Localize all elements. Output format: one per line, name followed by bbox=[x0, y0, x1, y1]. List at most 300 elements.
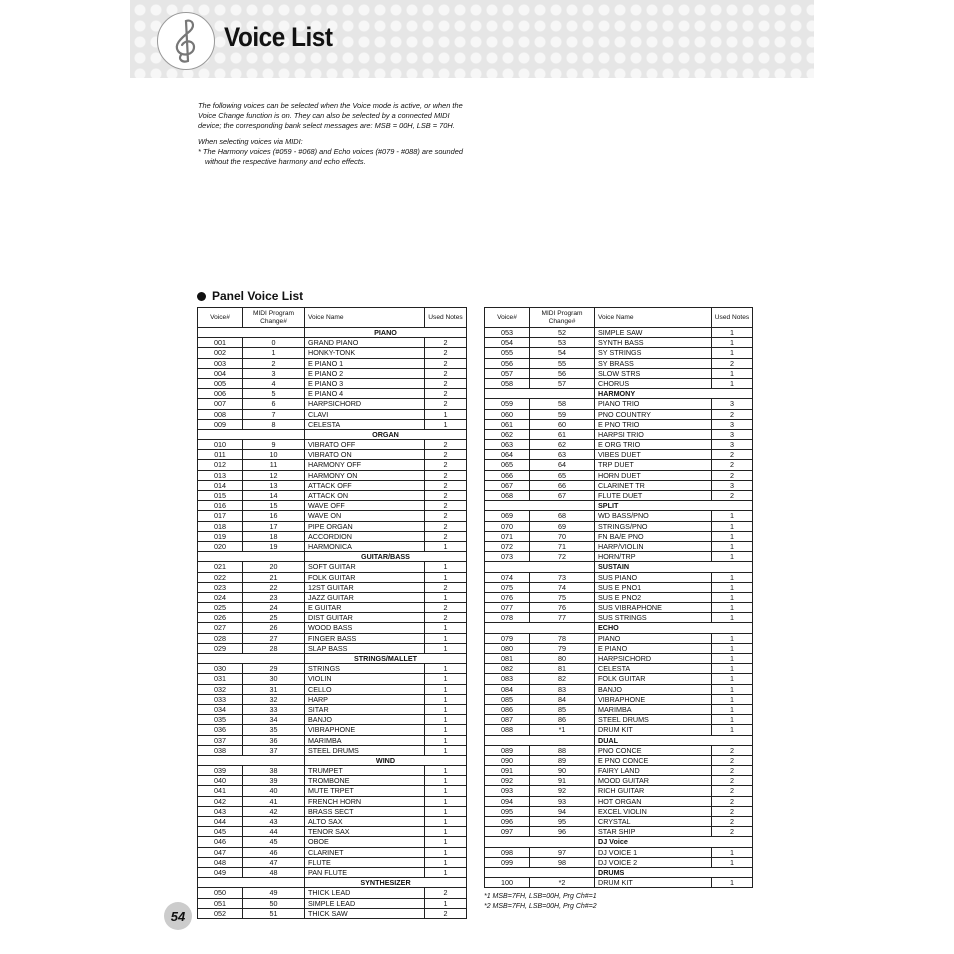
voice-name: DRUM KIT bbox=[595, 725, 712, 735]
midi-program: 20 bbox=[243, 562, 305, 572]
voice-number: 055 bbox=[485, 348, 530, 358]
voice-name: E PIANO 2 bbox=[305, 368, 425, 378]
voice-name: SUS PIANO bbox=[595, 572, 712, 582]
voice-name: CLARINET TR bbox=[595, 480, 712, 490]
table-row bbox=[485, 776, 753, 786]
midi-program: 57 bbox=[530, 378, 595, 388]
table-row bbox=[198, 572, 467, 582]
used-notes: 1 bbox=[712, 338, 753, 348]
voice-name: CLAVI bbox=[305, 409, 425, 419]
table-row bbox=[485, 796, 753, 806]
voice-name: CELESTA bbox=[595, 664, 712, 674]
used-notes: 1 bbox=[425, 766, 467, 776]
voice-name: EXCEL VIOLIN bbox=[595, 806, 712, 816]
voice-number: 087 bbox=[485, 715, 530, 725]
voice-name: ATTACK ON bbox=[305, 491, 425, 501]
voice-number: 035 bbox=[198, 715, 243, 725]
voice-number: 038 bbox=[198, 745, 243, 755]
used-notes: 2 bbox=[712, 776, 753, 786]
table-row bbox=[198, 582, 467, 592]
used-notes: 1 bbox=[712, 348, 753, 358]
voice-name: HARPSI TRIO bbox=[595, 429, 712, 439]
midi-program: 90 bbox=[530, 766, 595, 776]
midi-program: 56 bbox=[530, 368, 595, 378]
table-row bbox=[198, 684, 467, 694]
used-notes: 1 bbox=[712, 725, 753, 735]
midi-program: 97 bbox=[530, 847, 595, 857]
voice-name: ALTO SAX bbox=[305, 817, 425, 827]
voice-number: 082 bbox=[485, 664, 530, 674]
voice-number: 053 bbox=[485, 328, 530, 338]
midi-program: 49 bbox=[243, 888, 305, 898]
table-row bbox=[485, 429, 753, 439]
midi-program: 21 bbox=[243, 572, 305, 582]
voice-number: 050 bbox=[198, 888, 243, 898]
voice-name: ACCORDION bbox=[305, 531, 425, 541]
table-row bbox=[485, 715, 753, 725]
table-row bbox=[198, 867, 467, 877]
used-notes: 1 bbox=[425, 409, 467, 419]
used-notes: 1 bbox=[425, 827, 467, 837]
voice-number: 090 bbox=[485, 755, 530, 765]
voice-number: 009 bbox=[198, 419, 243, 429]
intro-paragraph: The following voices can be selected when the Voice mode is active, or when the Voice Change function is on. They can also be selected by a connected MIDI device; the corresponding bank select messages are: MSB = 00H, LSB = 70H. bbox=[198, 101, 463, 130]
voice-number: 029 bbox=[198, 643, 243, 653]
voice-name: HONKY-TONK bbox=[305, 348, 425, 358]
midi-program: 73 bbox=[530, 572, 595, 582]
midi-program: 65 bbox=[530, 470, 595, 480]
used-notes: 1 bbox=[425, 806, 467, 816]
table-body bbox=[198, 328, 467, 919]
category-row bbox=[198, 755, 467, 765]
table-row bbox=[198, 664, 467, 674]
table-row bbox=[198, 440, 467, 450]
voice-number: 046 bbox=[198, 837, 243, 847]
used-notes: 1 bbox=[425, 623, 467, 633]
voice-name: FLUTE bbox=[305, 857, 425, 867]
category-row bbox=[485, 501, 753, 511]
midi-program: 77 bbox=[530, 613, 595, 623]
table-row bbox=[198, 776, 467, 786]
voice-number: 014 bbox=[198, 480, 243, 490]
midi-program: 7 bbox=[243, 409, 305, 419]
used-notes: 1 bbox=[425, 419, 467, 429]
table-row bbox=[485, 338, 753, 348]
table-row bbox=[198, 623, 467, 633]
midi-program: 4 bbox=[243, 378, 305, 388]
category-spacer bbox=[198, 755, 305, 765]
table-row bbox=[198, 409, 467, 419]
midi-program: 48 bbox=[243, 867, 305, 877]
table-row bbox=[485, 684, 753, 694]
voice-name: 12ST GUITAR bbox=[305, 582, 425, 592]
table-row bbox=[198, 725, 467, 735]
category-spacer bbox=[485, 562, 595, 572]
voice-name: E PIANO 3 bbox=[305, 378, 425, 388]
voice-name: GRAND PIANO bbox=[305, 338, 425, 348]
midi-program: 88 bbox=[530, 745, 595, 755]
used-notes: 1 bbox=[712, 878, 753, 888]
category-label: WIND bbox=[305, 755, 467, 765]
voice-name: VIBRATO OFF bbox=[305, 440, 425, 450]
used-notes: 1 bbox=[712, 664, 753, 674]
used-notes: 2 bbox=[712, 817, 753, 827]
table-row bbox=[198, 898, 467, 908]
used-notes: 1 bbox=[425, 898, 467, 908]
table-row bbox=[198, 603, 467, 613]
category-row bbox=[485, 837, 753, 847]
voice-name: BRASS SECT bbox=[305, 806, 425, 816]
voice-number: 006 bbox=[198, 389, 243, 399]
midi-program: 79 bbox=[530, 643, 595, 653]
used-notes: 2 bbox=[425, 399, 467, 409]
table-row bbox=[485, 745, 753, 755]
voice-name: E PIANO 1 bbox=[305, 358, 425, 368]
used-notes: 2 bbox=[425, 908, 467, 918]
voice-name: HARPSICHORD bbox=[595, 654, 712, 664]
table-row bbox=[198, 450, 467, 460]
midi-program: 29 bbox=[243, 664, 305, 674]
midi-program: 18 bbox=[243, 531, 305, 541]
used-notes: 1 bbox=[712, 633, 753, 643]
voice-name: HOT ORGAN bbox=[595, 796, 712, 806]
voice-name: SLOW STRS bbox=[595, 368, 712, 378]
used-notes: 1 bbox=[425, 704, 467, 714]
midi-program: 12 bbox=[243, 470, 305, 480]
voice-table-left bbox=[197, 307, 467, 919]
voice-number: 051 bbox=[198, 898, 243, 908]
midi-program: 17 bbox=[243, 521, 305, 531]
voice-name: CHORUS bbox=[595, 378, 712, 388]
table-row bbox=[198, 358, 467, 368]
voice-number: 058 bbox=[485, 378, 530, 388]
table-row bbox=[485, 827, 753, 837]
voice-name: DJ VOICE 2 bbox=[595, 857, 712, 867]
table-row bbox=[485, 592, 753, 602]
used-notes: 1 bbox=[712, 511, 753, 521]
col-header-voice: Voice# bbox=[485, 308, 530, 328]
intro-text bbox=[198, 101, 474, 167]
voice-number: 037 bbox=[198, 735, 243, 745]
voice-name: CRYSTAL bbox=[595, 817, 712, 827]
midi-program: 33 bbox=[243, 704, 305, 714]
table-row bbox=[198, 592, 467, 602]
used-notes: 1 bbox=[425, 572, 467, 582]
voice-name: MOOD GUITAR bbox=[595, 776, 712, 786]
midi-program: 22 bbox=[243, 582, 305, 592]
midi-program: 47 bbox=[243, 857, 305, 867]
category-label: HARMONY bbox=[595, 389, 753, 399]
voice-number: 065 bbox=[485, 460, 530, 470]
midi-program: 31 bbox=[243, 684, 305, 694]
col-header-voice: Voice# bbox=[198, 308, 243, 328]
used-notes: 2 bbox=[712, 827, 753, 837]
table-row bbox=[198, 511, 467, 521]
table-row bbox=[198, 389, 467, 399]
voice-number: 062 bbox=[485, 429, 530, 439]
voice-name: E PIANO bbox=[595, 643, 712, 653]
table-row bbox=[198, 480, 467, 490]
category-spacer bbox=[485, 735, 595, 745]
voice-number: 085 bbox=[485, 694, 530, 704]
voice-name: TRUMPET bbox=[305, 766, 425, 776]
midi-program: 26 bbox=[243, 623, 305, 633]
table-body bbox=[485, 328, 753, 888]
used-notes: 2 bbox=[425, 521, 467, 531]
voice-name: SUS E PNO1 bbox=[595, 582, 712, 592]
category-row bbox=[485, 867, 753, 877]
used-notes: 1 bbox=[425, 796, 467, 806]
voice-number: 005 bbox=[198, 378, 243, 388]
category-label: ECHO bbox=[595, 623, 753, 633]
used-notes: 2 bbox=[425, 491, 467, 501]
used-notes: 3 bbox=[712, 399, 753, 409]
voice-number: 031 bbox=[198, 674, 243, 684]
voice-name: MARIMBA bbox=[595, 704, 712, 714]
table-row bbox=[198, 704, 467, 714]
voice-number: 020 bbox=[198, 541, 243, 551]
voice-number: 066 bbox=[485, 470, 530, 480]
voice-name: SIMPLE LEAD bbox=[305, 898, 425, 908]
midi-program: 54 bbox=[530, 348, 595, 358]
midi-program: 62 bbox=[530, 440, 595, 450]
midi-program: 36 bbox=[243, 735, 305, 745]
voice-number: 008 bbox=[198, 409, 243, 419]
voice-number: 067 bbox=[485, 480, 530, 490]
table-row bbox=[485, 755, 753, 765]
voice-name: DJ VOICE 1 bbox=[595, 847, 712, 857]
table-row bbox=[198, 378, 467, 388]
category-spacer bbox=[198, 328, 305, 338]
voice-number: 023 bbox=[198, 582, 243, 592]
voice-name: SUS STRINGS bbox=[595, 613, 712, 623]
voice-number: 044 bbox=[198, 817, 243, 827]
voice-number: 070 bbox=[485, 521, 530, 531]
voice-number: 064 bbox=[485, 450, 530, 460]
midi-program: 68 bbox=[530, 511, 595, 521]
used-notes: 1 bbox=[712, 603, 753, 613]
voice-number: 084 bbox=[485, 684, 530, 694]
voice-name: MUTE TRPET bbox=[305, 786, 425, 796]
footnotes bbox=[484, 892, 597, 912]
category-row bbox=[485, 735, 753, 745]
voice-name: PIANO TRIO bbox=[595, 399, 712, 409]
midi-program: 35 bbox=[243, 725, 305, 735]
used-notes: 1 bbox=[425, 592, 467, 602]
category-label: DRUMS bbox=[595, 867, 753, 877]
used-notes: 1 bbox=[712, 674, 753, 684]
voice-number: 083 bbox=[485, 674, 530, 684]
table-row bbox=[485, 674, 753, 684]
used-notes: 2 bbox=[425, 450, 467, 460]
used-notes: 1 bbox=[712, 582, 753, 592]
voice-name: SITAR bbox=[305, 704, 425, 714]
used-notes: 2 bbox=[425, 338, 467, 348]
voice-name: STEEL DRUMS bbox=[595, 715, 712, 725]
used-notes: 2 bbox=[712, 766, 753, 776]
table-row bbox=[485, 817, 753, 827]
voice-number: 012 bbox=[198, 460, 243, 470]
midi-program: 89 bbox=[530, 755, 595, 765]
voice-number: 074 bbox=[485, 572, 530, 582]
table-row bbox=[485, 460, 753, 470]
used-notes: 2 bbox=[425, 460, 467, 470]
voice-number: 093 bbox=[485, 786, 530, 796]
used-notes: 2 bbox=[425, 888, 467, 898]
midi-program: 67 bbox=[530, 491, 595, 501]
midi-program: 0 bbox=[243, 338, 305, 348]
voice-number: 100 bbox=[485, 878, 530, 888]
voice-number: 060 bbox=[485, 409, 530, 419]
col-header-notes: Used Notes bbox=[712, 308, 753, 328]
voice-number: 048 bbox=[198, 857, 243, 867]
midi-program: 53 bbox=[530, 338, 595, 348]
voice-name: THICK LEAD bbox=[305, 888, 425, 898]
table-row bbox=[485, 328, 753, 338]
voice-name: SYNTH BASS bbox=[595, 338, 712, 348]
voice-number: 061 bbox=[485, 419, 530, 429]
voice-name: PIANO bbox=[595, 633, 712, 643]
voice-number: 043 bbox=[198, 806, 243, 816]
midi-program: 1 bbox=[243, 348, 305, 358]
voice-name: STAR SHIP bbox=[595, 827, 712, 837]
voice-name: FINGER BASS bbox=[305, 633, 425, 643]
table-row bbox=[485, 664, 753, 674]
table-row bbox=[198, 694, 467, 704]
voice-name: VIOLIN bbox=[305, 674, 425, 684]
voice-name: HARP bbox=[305, 694, 425, 704]
voice-number: 054 bbox=[485, 338, 530, 348]
voice-number: 081 bbox=[485, 654, 530, 664]
voice-number: 041 bbox=[198, 786, 243, 796]
table-row bbox=[485, 704, 753, 714]
midi-program: 19 bbox=[243, 541, 305, 551]
table-row bbox=[198, 633, 467, 643]
voice-name: E GUITAR bbox=[305, 603, 425, 613]
table-row bbox=[198, 766, 467, 776]
used-notes: 2 bbox=[425, 613, 467, 623]
used-notes: 2 bbox=[425, 368, 467, 378]
midi-program: 83 bbox=[530, 684, 595, 694]
used-notes: 3 bbox=[712, 440, 753, 450]
midi-program: 6 bbox=[243, 399, 305, 409]
table-row bbox=[198, 827, 467, 837]
used-notes: 1 bbox=[425, 694, 467, 704]
used-notes: 1 bbox=[712, 541, 753, 551]
midi-program: 10 bbox=[243, 450, 305, 460]
voice-name: FRENCH HORN bbox=[305, 796, 425, 806]
category-spacer bbox=[198, 552, 305, 562]
midi-program: 24 bbox=[243, 603, 305, 613]
midi-program: 37 bbox=[243, 745, 305, 755]
midi-program: 60 bbox=[530, 419, 595, 429]
midi-program: 63 bbox=[530, 450, 595, 460]
used-notes: 2 bbox=[712, 755, 753, 765]
table-row bbox=[198, 338, 467, 348]
table-row bbox=[198, 715, 467, 725]
category-spacer bbox=[485, 501, 595, 511]
table-row bbox=[198, 837, 467, 847]
voice-name: SOFT GUITAR bbox=[305, 562, 425, 572]
used-notes: 1 bbox=[425, 562, 467, 572]
used-notes: 1 bbox=[712, 531, 753, 541]
category-label: SYNTHESIZER bbox=[305, 878, 467, 888]
voice-number: 069 bbox=[485, 511, 530, 521]
voice-number: 026 bbox=[198, 613, 243, 623]
table-row bbox=[485, 378, 753, 388]
voice-name: OBOE bbox=[305, 837, 425, 847]
used-notes: 2 bbox=[712, 806, 753, 816]
table-header-row bbox=[485, 308, 753, 328]
used-notes: 2 bbox=[712, 460, 753, 470]
midi-program: *1 bbox=[530, 725, 595, 735]
voice-name: VIBES DUET bbox=[595, 450, 712, 460]
table-row bbox=[485, 847, 753, 857]
voice-name: SY STRINGS bbox=[595, 348, 712, 358]
table-row bbox=[198, 399, 467, 409]
page-number: 54 bbox=[164, 902, 192, 930]
voice-number: 003 bbox=[198, 358, 243, 368]
midi-program: *2 bbox=[530, 878, 595, 888]
midi-heading: When selecting voices via MIDI: bbox=[198, 137, 303, 146]
used-notes: 2 bbox=[712, 796, 753, 806]
used-notes: 3 bbox=[712, 419, 753, 429]
midi-program: 11 bbox=[243, 460, 305, 470]
voice-number: 040 bbox=[198, 776, 243, 786]
table-row bbox=[198, 470, 467, 480]
voice-name: E PNO CONCE bbox=[595, 755, 712, 765]
category-row bbox=[485, 562, 753, 572]
midi-program: 9 bbox=[243, 440, 305, 450]
voice-name: VIBRATO ON bbox=[305, 450, 425, 460]
table-row bbox=[485, 470, 753, 480]
category-label: ORGAN bbox=[305, 429, 467, 439]
table-row bbox=[198, 796, 467, 806]
voice-name: DIST GUITAR bbox=[305, 613, 425, 623]
used-notes: 1 bbox=[425, 817, 467, 827]
col-header-name: Voice Name bbox=[595, 308, 712, 328]
used-notes: 1 bbox=[425, 664, 467, 674]
table-row bbox=[485, 878, 753, 888]
section-heading bbox=[197, 289, 303, 303]
table-row bbox=[198, 786, 467, 796]
col-header-midi: MIDI Program Change# bbox=[243, 308, 305, 328]
midi-program: 38 bbox=[243, 766, 305, 776]
used-notes: 1 bbox=[712, 368, 753, 378]
midi-program: 23 bbox=[243, 592, 305, 602]
midi-program: 15 bbox=[243, 501, 305, 511]
used-notes: 2 bbox=[425, 440, 467, 450]
voice-name: HORN/TRP bbox=[595, 552, 712, 562]
used-notes: 1 bbox=[712, 684, 753, 694]
midi-program: 93 bbox=[530, 796, 595, 806]
midi-program: 92 bbox=[530, 786, 595, 796]
table-row bbox=[198, 643, 467, 653]
midi-program: 86 bbox=[530, 715, 595, 725]
used-notes: 2 bbox=[712, 470, 753, 480]
voice-number: 033 bbox=[198, 694, 243, 704]
voice-name: HARPSICHORD bbox=[305, 399, 425, 409]
voice-number: 036 bbox=[198, 725, 243, 735]
category-row bbox=[198, 429, 467, 439]
table-row bbox=[485, 541, 753, 551]
table-row bbox=[198, 745, 467, 755]
used-notes: 1 bbox=[712, 552, 753, 562]
midi-program: 40 bbox=[243, 786, 305, 796]
midi-program: 43 bbox=[243, 817, 305, 827]
used-notes: 2 bbox=[425, 603, 467, 613]
used-notes: 1 bbox=[712, 521, 753, 531]
